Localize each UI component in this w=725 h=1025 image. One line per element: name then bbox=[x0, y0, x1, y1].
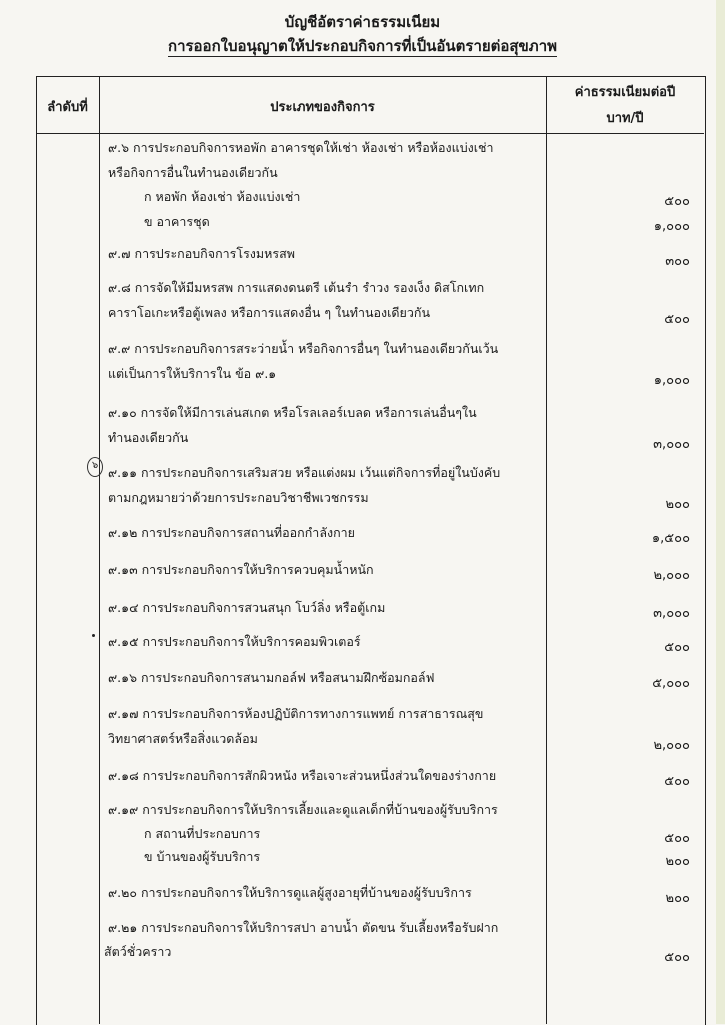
header-fee-line2: บาท/ปี bbox=[606, 111, 644, 126]
row-fee: ๕๐๐ bbox=[664, 950, 690, 965]
row-text-line: ทำนองเดียวกัน bbox=[108, 430, 189, 445]
row-text-line: ๙.๗ การประกอบกิจการโรงมหรสพ bbox=[108, 246, 295, 261]
row-fee: ๒๐๐ bbox=[665, 497, 690, 512]
row-fee: ๒๐๐ bbox=[665, 891, 690, 906]
row-text-line: ๙.๑๓ การประกอบกิจการให้บริการควบคุมน้ำหนัก bbox=[108, 562, 374, 577]
row-text-line: ๙.๒๑ การประกอบกิจการให้บริการสปา อาบน้ำ ตัดขน รับเลี้ยงหรือรับฝาก bbox=[108, 920, 499, 935]
row-text-line: ๙.๑๒ การประกอบกิจการสถานที่ออกกำลังกาย bbox=[108, 525, 355, 540]
row-text-line: แต่เป็นการให้บริการใน ข้อ ๙.๑ bbox=[108, 366, 277, 381]
column-divider-fee bbox=[546, 76, 547, 1024]
row-text-line: หรือกิจการอื่นในทำนองเดียวกัน bbox=[108, 165, 278, 180]
row-subitem: ข บ้านของผู้รับบริการ bbox=[144, 849, 261, 864]
row-fee: ๕๐๐ bbox=[664, 774, 690, 789]
row-fee: ๕๐๐ bbox=[664, 831, 690, 846]
row-fee: ๕๐๐ bbox=[664, 194, 690, 209]
row-text-line: คาราโอเกะหรือตู้เพลง หรือการแสดงอื่น ๆ ในทำนองเดียวกัน bbox=[108, 305, 431, 320]
column-divider-number bbox=[99, 76, 100, 1024]
document-subtitle bbox=[0, 34, 725, 58]
row-fee: ๒,๐๐๐ bbox=[653, 568, 690, 583]
header-number: ลำดับที่ bbox=[47, 100, 88, 115]
row-fee: ๓๐๐ bbox=[665, 254, 690, 269]
row-text-line: สัตว์ชั่วคราว bbox=[104, 944, 172, 959]
row-text-line: ๙.๑๙ การประกอบกิจการให้บริการเลี้ยงและดูแลเด็กที่บ้านของผู้รับบริการ bbox=[108, 802, 498, 817]
row-text-line: ๙.๑๖ การประกอบกิจการสนามกอล์ฟ หรือสนามฝึกซ้อมกอล์ฟ bbox=[108, 670, 435, 685]
row-text-line: ๙.๘ การจัดให้มีมหรสพ การแสดงดนตรี เต้นรำ รำวง รองเง็ง ดิสโกเทก bbox=[108, 280, 485, 295]
document-subtitle-text: การออกใบอนุญาตให้ประกอบกิจการที่เป็นอันตรายต่อสุขภาพ bbox=[167, 37, 558, 55]
row-fee: ๑,๐๐๐ bbox=[653, 373, 690, 388]
row-text-line: ตามกฎหมายว่าด้วยการประกอบวิชาชีพเวชกรรม bbox=[108, 490, 369, 505]
row-subitem: ข อาคารชุด bbox=[144, 214, 210, 229]
header-divider bbox=[36, 133, 704, 134]
scan-edge bbox=[716, 0, 725, 1024]
row-fee: ๕,๐๐๐ bbox=[652, 676, 690, 691]
row-text-line: ๙.๖ การประกอบกิจการหอพัก อาคารชุดให้เช่า ห้องเช่า หรือห้องแบ่งเช่า bbox=[108, 140, 494, 155]
row-fee: ๕๐๐ bbox=[664, 312, 690, 327]
row-text-line: ๙.๑๐ การจัดให้มีการเล่นสเกต หรือโรลเลอร์เบลด หรือการเล่นอื่นๆใน bbox=[108, 405, 477, 420]
row-text-line: ๙.๑๗ การประกอบกิจการห้องปฏิบัติการทางการแพทย์ การสาธารณสุข bbox=[108, 706, 484, 721]
row-text-line: ๙.๒๐ การประกอบกิจการให้บริการดูแลผู้สูงอายุที่บ้านของผู้รับบริการ bbox=[108, 885, 472, 900]
header-business-type: ประเภทของกิจการ bbox=[270, 100, 375, 115]
row-text-line: วิทยาศาสตร์หรือสิ่งแวดล้อม bbox=[108, 731, 258, 746]
row-text-line: ๙.๑๑ การประกอบกิจการเสริมสวย หรือแต่งผม เว้นแต่กิจการที่อยู่ในบังคับ bbox=[108, 465, 501, 480]
row-text-line: ๙.๑๔ การประกอบกิจการสวนสนุก โบว์ลิ่ง หรือตู้เกม bbox=[108, 600, 386, 615]
margin-dot bbox=[92, 634, 95, 637]
header-fee-line1: ค่าธรรมเนียมต่อปี bbox=[574, 85, 676, 100]
row-text-line: ๙.๑๘ การประกอบกิจการสักผิวหนัง หรือเจาะส่วนหนึ่งส่วนใดของร่างกาย bbox=[108, 768, 497, 783]
row-fee: ๓,๐๐๐ bbox=[653, 606, 690, 621]
row-text-line: ๙.๑๕ การประกอบกิจการให้บริการคอมพิวเตอร์ bbox=[108, 634, 361, 649]
row-fee: ๑,๕๐๐ bbox=[651, 531, 690, 546]
document-title: บัญชีอัตราค่าธรรมเนียม bbox=[284, 13, 441, 31]
row-subitem: ก สถานที่ประกอบการ bbox=[144, 826, 261, 841]
row-fee: ๒,๐๐๐ bbox=[653, 738, 690, 753]
row-text-line: ๙.๙ การประกอบกิจการสระว่ายน้ำ หรือกิจการอื่นๆ ในทำนองเดียวกันเว้น bbox=[108, 341, 499, 356]
row-fee: ๒๐๐ bbox=[665, 854, 690, 869]
header-fee bbox=[546, 80, 704, 132]
margin-seal: ๖ bbox=[87, 457, 103, 477]
row-fee: ๕๐๐ bbox=[664, 640, 690, 655]
row-fee: ๓,๐๐๐ bbox=[653, 437, 690, 452]
row-subitem: ก หอพัก ห้องเช่า ห้องแบ่งเช่า bbox=[144, 189, 301, 204]
row-fee: ๑,๐๐๐ bbox=[653, 219, 690, 234]
